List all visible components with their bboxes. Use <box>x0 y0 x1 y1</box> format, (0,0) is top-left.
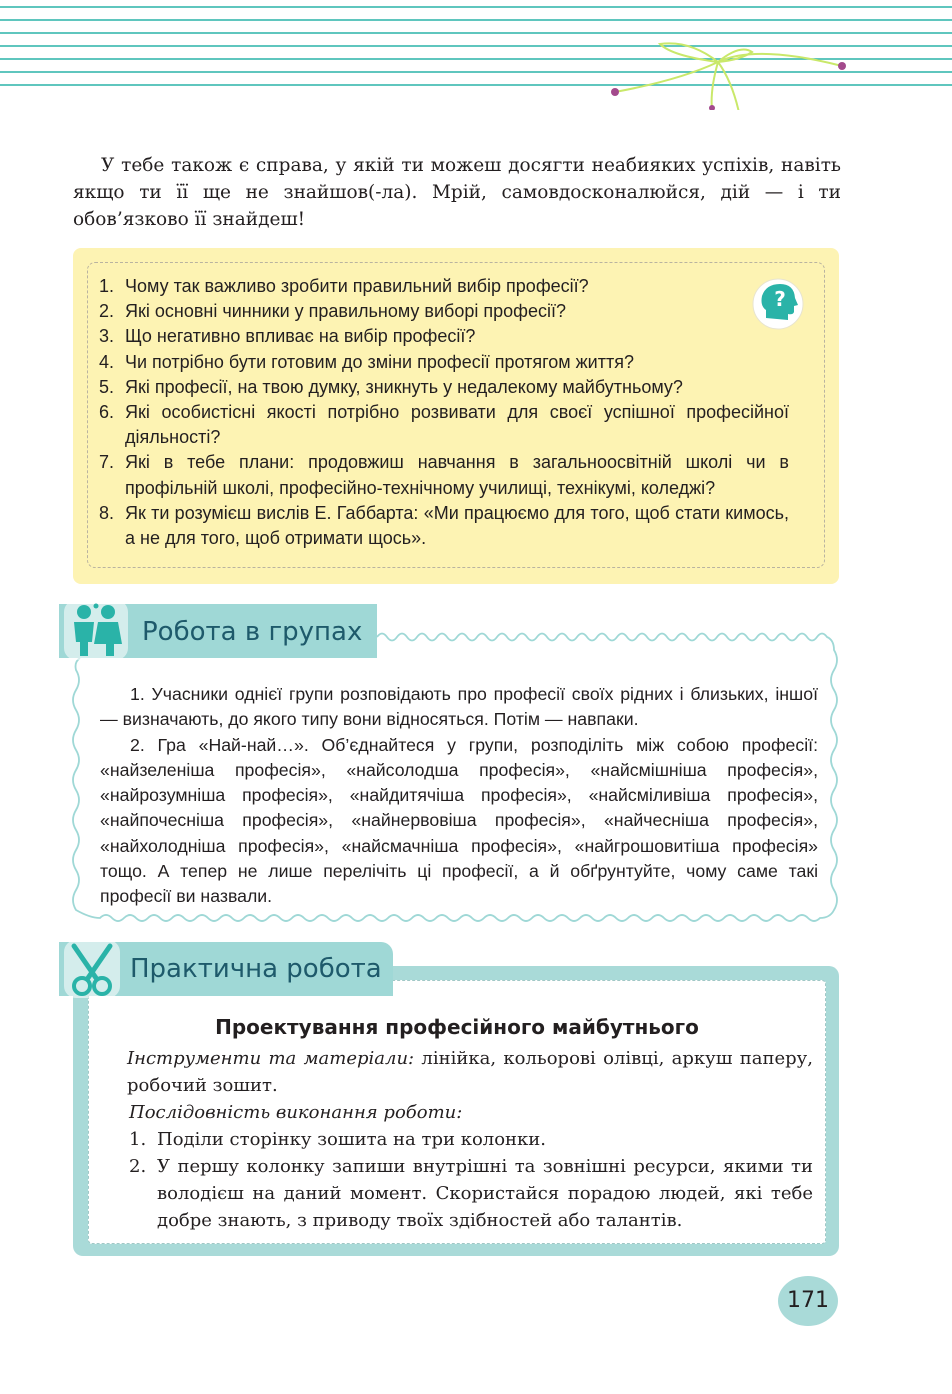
question-number: 2. <box>99 301 115 322</box>
question-text: Які особистісні якості потрібно розвивати для своєї успішної професійної діяльності? <box>125 402 789 448</box>
intro-text: У тебе також є справа, у якій ти можеш досягти неабияких успіхів, навіть якщо ти її ще не знайшов(-ла). Мрій, самовдосконалюйся, дій — і ти обов’язково її знайдеш! <box>73 155 841 230</box>
question-number: 1. <box>99 276 115 296</box>
question-item <box>99 501 789 551</box>
question-item <box>99 324 789 349</box>
question-number: 3. <box>99 326 115 347</box>
question-text: Чому так важливо зробити правильний вибір професії? <box>125 276 589 296</box>
question-text: Як ти розумієш вислів Е. Габбарта: «Ми працюємо для того, щоб стати кимось, а не для того, щоб отримати щось». <box>125 502 789 549</box>
group-work-title: Робота в групах <box>142 617 363 647</box>
steps-list <box>129 1126 813 1234</box>
question-item <box>99 450 789 500</box>
tools-text: лінійка, кольорові олівці, аркуш паперу, робочий зошит. <box>127 1048 813 1096</box>
question-item <box>99 375 789 400</box>
page-number: 171 <box>787 1288 829 1313</box>
question-item <box>99 400 789 450</box>
question-text: Чи потрібно бути готовим до зміни професії протягом життя? <box>125 351 634 372</box>
question-number: 4. <box>99 351 115 372</box>
questions-list <box>99 274 789 551</box>
questions-box <box>73 248 839 584</box>
group-work-task-1: 1. Учасники однієї групи розповідають про професії своїх рідних і близьких, іншої — визначають, до якого типу вони відносяться. Потім — навпаки. <box>100 684 818 730</box>
tools-paragraph <box>127 1045 813 1099</box>
step-text: Поділи сторінку зошита на три колонки. <box>157 1129 547 1150</box>
intro-paragraph <box>73 152 841 233</box>
group-work-text <box>100 682 818 910</box>
svg-text:?: ? <box>774 287 786 311</box>
step-item <box>129 1126 813 1153</box>
question-text: Які основні чинники у правильному виборі професії? <box>125 301 566 322</box>
question-number: 7. <box>99 452 115 473</box>
practical-work-heading: Проектування професійного майбутнього <box>215 1015 699 1039</box>
step-text: У першу колонку запиши внутрішні та зовнішні ресурси, якими ти володієш на даний момент. Скористайся порадою людей, які тебе добре знають, з приводу твоїх здібностей або талантів. <box>157 1156 813 1231</box>
question-text: Які в тебе плани: продовжиш навчання в загальноосвітній школі чи в профільній школі, професійно-технічному училищі, технікумі, коледжі? <box>125 452 789 498</box>
scissors-icon <box>62 938 122 1000</box>
practical-work-title: Практична робота <box>130 954 382 984</box>
step-number: 2. <box>129 1156 147 1177</box>
question-text: Що негативно впливає на вибір професії? <box>125 326 476 347</box>
question-head-icon <box>752 278 804 330</box>
step-item <box>129 1153 813 1234</box>
question-number: 8. <box>99 502 115 523</box>
group-work-task-2: 2. Гра «Най-най…». Об’єднайтеся у групи, розподіліть між собою професії: «найзеленіша професія», «найсолодша професія», «найсмішніша професія», «найрозумніша професія», «найдитячіша професія», «найсміливіша професія», «найпочесніша професія», «найнервовіша професія», «найчесніша професія», «найхолодніша професія», «найсмачніша професія», «найгрошовитіша професія» тощо. А тепер не лише перелічіть ці професії, а й обґрунтуйте, чому саме такі професії ви назвали. <box>100 734 818 907</box>
tools-label: Інструменти та матеріали: <box>127 1048 415 1069</box>
question-item <box>99 274 789 299</box>
question-text: Які професії, на твою думку, зникнуть у недалекому майбутньому? <box>125 376 683 397</box>
practical-work-body <box>129 1045 813 1234</box>
question-item <box>99 299 789 324</box>
header-lines-decoration <box>0 0 952 110</box>
question-number: 5. <box>99 376 115 397</box>
sequence-label: Послідовність виконання роботи: <box>129 1102 463 1123</box>
step-number: 1. <box>129 1129 147 1150</box>
question-number: 6. <box>99 402 115 423</box>
question-item <box>99 350 789 375</box>
children-icon <box>62 598 132 662</box>
